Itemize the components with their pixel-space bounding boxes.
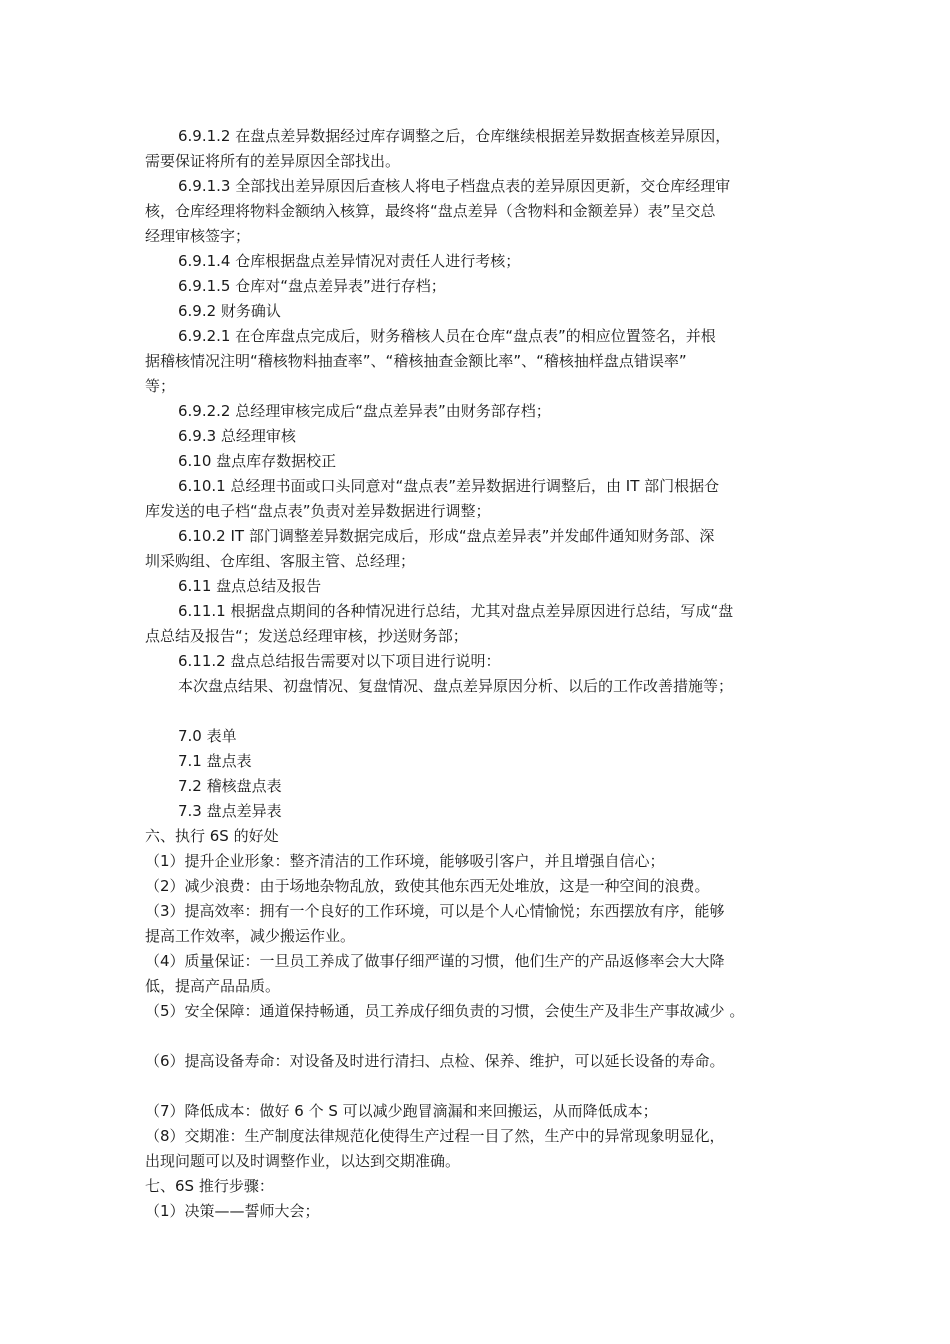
text-line: 6.11.2 盘点总结报告需要对以下项目进行说明： [178,652,501,670]
text-line: 6.9.2 财务确认 [178,302,281,320]
text-line: 7.3 盘点差异表 [178,802,282,820]
text-line: 7.2 稽核盘点表 [178,777,282,795]
text-line: 6.9.1.5 仓库对“盘点差异表”进行存档； [178,277,446,295]
text-line: 出现问题可以及时调整作业，以达到交期准确。 [145,1152,461,1170]
blank-line [145,1024,815,1049]
text-line: 六、执行 6S 的好处 [145,827,279,845]
text-line: 6.9.2.1 在仓库盘点完成后，财务稽核人员在仓库“盘点表”的相应位置签名，并根 [178,327,716,345]
text-line: （7）降低成本：做好 6 个 S 可以减少跑冒滴漏和来回搬运，从而降低成本； [145,1102,658,1120]
text-line: （3）提高效率：拥有一个良好的工作环境，可以是个人心情愉悦；东西摆放有序，能够 [145,902,725,920]
text-line: （1）决策——誓师大会； [145,1202,320,1220]
text-line: 6.10 盘点库存数据校正 [178,452,337,470]
text-line: （8）交期准：生产制度法律规范化使得生产过程一目了然，生产中的异常现象明显化， [145,1127,725,1145]
text-line: 据稽核情况注明“稽核物料抽查率”、“稽核抽查金额比率”、“稽核抽样盘点错误率” [145,352,687,370]
text-line: 低，提高产品品质。 [145,977,281,995]
text-line: 本次盘点结果、初盘情况、复盘情况、盘点差异原因分析、以后的工作改善措施等； [178,677,734,695]
text-line: （1）提升企业形象：整齐清洁的工作环境，能够吸引客户，并且增强自信心； [145,852,665,870]
blank-line [145,699,815,724]
text-line: 6.11 盘点总结及报告 [178,577,322,595]
text-line: 7.1 盘点表 [178,752,252,770]
text-line: （2）减少浪费：由于场地杂物乱放，致使其他东西无处堆放，这是一种空间的浪费。 [145,877,710,895]
text-line: 经理审核签字； [145,227,251,245]
text-line: 6.11.1 根据盘点期间的各种情况进行总结，尤其对盘点差异原因进行总结，写成“盘 [178,602,734,620]
text-line: 库发送的电子档“盘点表”负责对差异数据进行调整； [145,502,491,520]
text-line: 6.9.3 总经理审核 [178,427,296,445]
text-line: 6.9.1.3 全部找出差异原因后查核人将电子档盘点表的差异原因更新，交仓库经理审 [178,177,731,195]
text-line: 七、6S 推行步骤： [145,1177,274,1195]
text-line: （4）质量保证：一旦员工养成了做事仔细严谨的习惯，他们生产的产品返修率会大大降 [145,952,725,970]
text-line: （5）安全保障：通道保持畅通，员工养成仔细负责的习惯，会使生产及非生产事故减少 。 [145,1002,745,1020]
text-line: 6.10.1 总经理书面或口头同意对“盘点表”差异数据进行调整后，由 IT 部门根据仓 [178,477,720,495]
text-line: 点总结及报告“；发送总经理审核，抄送财务部； [145,627,468,645]
text-line: （6）提高设备寿命：对设备及时进行清扫、点检、保养、维护，可以延长设备的寿命。 [145,1052,725,1070]
document-body [145,124,815,1224]
text-line: 6.10.2 IT 部门调整差异数据完成后，形成“盘点差异表”并发邮件通知财务部、深 [178,527,715,545]
text-line: 6.9.1.2 在盘点差异数据经过库存调整之后，仓库继续根据差异数据查核差异原因， [178,127,731,145]
text-line: 核，仓库经理将物料金额纳入核算，最终将“盘点差异（含物料和金额差异）表”呈交总 [145,202,716,220]
text-line: 提高工作效率，减少搬运作业。 [145,927,356,945]
text-line: 6.9.1.4 仓库根据盘点差异情况对责任人进行考核； [178,252,521,270]
text-line: 6.9.2.2 总经理审核完成后“盘点差异表”由财务部存档； [178,402,551,420]
text-line: 需要保证将所有的差异原因全部找出。 [145,152,401,170]
blank-line [145,1074,815,1099]
text-line: 7.0 表单 [178,727,237,745]
text-line: 等； [145,377,176,395]
text-line: 圳采购组、仓库组、客服主管、总经理； [145,552,416,570]
